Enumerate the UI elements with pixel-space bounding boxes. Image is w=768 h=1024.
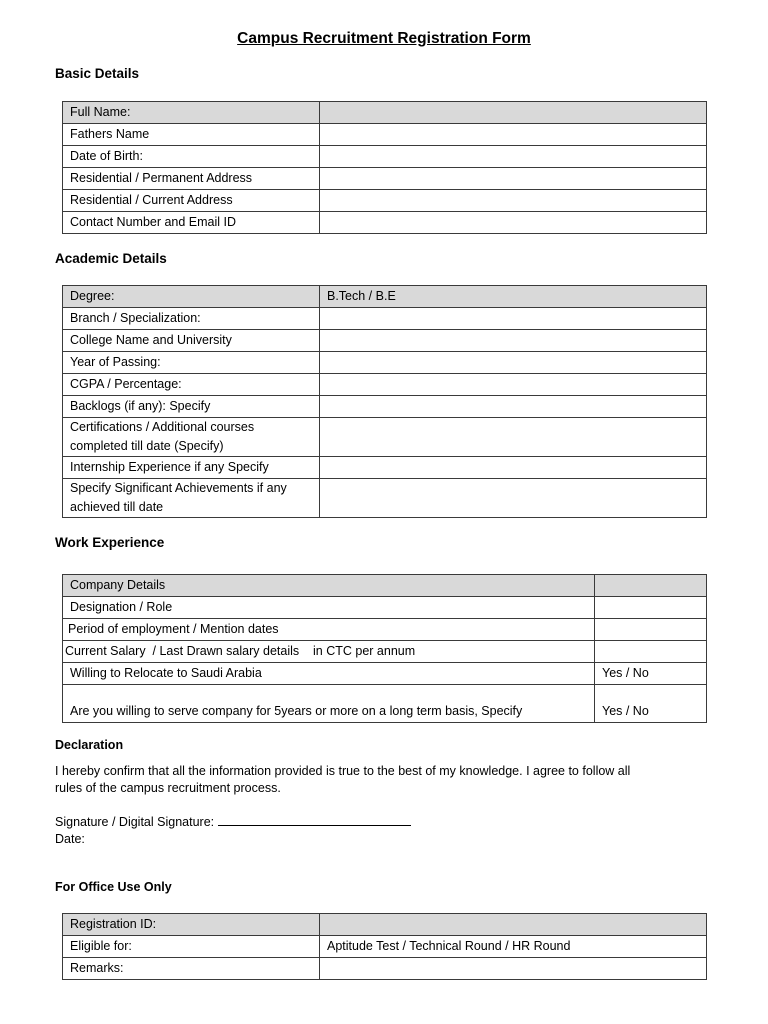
field-label-backlogs: Backlogs (if any): Specify <box>63 396 320 418</box>
field-value-period-of-employment[interactable] <box>595 619 707 641</box>
field-label-registration-id: Registration ID: <box>63 914 320 936</box>
field-value-registration-id[interactable] <box>320 914 707 936</box>
field-value-long-term[interactable]: Yes / No <box>595 685 707 723</box>
table-row <box>63 330 707 352</box>
field-label-company-details: Company Details <box>63 575 595 597</box>
table-row <box>63 168 707 190</box>
field-value-year-of-passing[interactable] <box>320 352 707 374</box>
field-label-year-of-passing: Year of Passing: <box>63 352 320 374</box>
table-row <box>63 936 707 958</box>
form-title: Campus Recruitment Registration Form <box>237 30 531 47</box>
basic-details-table <box>62 101 707 234</box>
field-value-eligible-for[interactable]: Aptitude Test / Technical Round / HR Round <box>320 936 707 958</box>
table-row <box>63 479 707 518</box>
field-value-cgpa[interactable] <box>320 374 707 396</box>
field-value-designation[interactable] <box>595 597 707 619</box>
field-label-degree: Degree: <box>63 286 320 308</box>
field-label-relocate: Willing to Relocate to Saudi Arabia <box>63 663 595 685</box>
field-value-college[interactable] <box>320 330 707 352</box>
field-label-internship: Internship Experience if any Specify <box>63 457 320 479</box>
table-row <box>63 124 707 146</box>
section-heading-work: Work Experience <box>55 535 165 550</box>
field-label-fathers-name: Fathers Name <box>63 124 320 146</box>
declaration-text-line2: rules of the campus recruitment process. <box>55 781 281 795</box>
field-label-certifications: Certifications / Additional courses completed till date (Specify) <box>63 418 320 457</box>
section-heading-office: For Office Use Only <box>55 880 172 894</box>
field-value-permanent-address[interactable] <box>320 168 707 190</box>
field-label-period-of-employment: Period of employment / Mention dates <box>63 619 595 641</box>
field-value-internship[interactable] <box>320 457 707 479</box>
date-label: Date: <box>55 832 85 846</box>
field-value-remarks[interactable] <box>320 958 707 980</box>
table-row <box>63 914 707 936</box>
field-label-branch: Branch / Specialization: <box>63 308 320 330</box>
signature-label: Signature / Digital Signature: <box>55 815 215 829</box>
field-value-branch[interactable] <box>320 308 707 330</box>
table-row <box>63 212 707 234</box>
office-use-table <box>62 913 707 980</box>
table-row <box>63 457 707 479</box>
field-label-permanent-address: Residential / Permanent Address <box>63 168 320 190</box>
field-label-cgpa: CGPA / Percentage: <box>63 374 320 396</box>
signature-line[interactable] <box>218 814 411 826</box>
field-label-achievements: Specify Significant Achievements if any achieved till date <box>63 479 320 518</box>
field-value-full-name[interactable] <box>320 102 707 124</box>
table-row <box>63 286 707 308</box>
field-value-date-of-birth[interactable] <box>320 146 707 168</box>
table-row <box>63 374 707 396</box>
academic-details-table <box>62 285 707 518</box>
field-label-date-of-birth: Date of Birth: <box>63 146 320 168</box>
field-label-full-name: Full Name: <box>63 102 320 124</box>
table-row <box>63 146 707 168</box>
table-row <box>63 396 707 418</box>
work-experience-table <box>62 574 707 723</box>
field-value-fathers-name[interactable] <box>320 124 707 146</box>
section-heading-basic: Basic Details <box>55 66 140 81</box>
field-label-eligible-for: Eligible for: <box>63 936 320 958</box>
table-row <box>63 102 707 124</box>
section-heading-academic: Academic Details <box>55 251 167 266</box>
field-label-long-term: Are you willing to serve company for 5years or more on a long term basis, Specify <box>63 685 595 723</box>
table-row <box>63 575 707 597</box>
table-row <box>63 685 707 723</box>
table-row <box>63 308 707 330</box>
table-row <box>63 958 707 980</box>
table-row <box>63 418 707 457</box>
section-heading-declaration: Declaration <box>55 738 124 752</box>
table-row <box>63 619 707 641</box>
signature-row <box>55 814 411 831</box>
field-value-current-address[interactable] <box>320 190 707 212</box>
table-row <box>63 190 707 212</box>
declaration-text-line1: I hereby confirm that all the information provided is true to the best of my knowledge. I agree to follow all <box>55 764 631 778</box>
table-row <box>63 597 707 619</box>
field-value-contact[interactable] <box>320 212 707 234</box>
field-value-achievements[interactable] <box>320 479 707 518</box>
field-label-remarks: Remarks: <box>63 958 320 980</box>
field-label-current-salary: Current Salary / Last Drawn salary details in CTC per annum <box>63 641 595 663</box>
field-value-certifications[interactable] <box>320 418 707 457</box>
field-value-degree[interactable]: B.Tech / B.E <box>320 286 707 308</box>
field-label-college: College Name and University <box>63 330 320 352</box>
field-label-designation: Designation / Role <box>63 597 595 619</box>
table-row <box>63 352 707 374</box>
field-value-backlogs[interactable] <box>320 396 707 418</box>
table-row <box>63 641 707 663</box>
field-label-current-address: Residential / Current Address <box>63 190 320 212</box>
field-value-relocate[interactable]: Yes / No <box>595 663 707 685</box>
table-row <box>63 663 707 685</box>
field-value-current-salary[interactable] <box>595 641 707 663</box>
field-label-contact: Contact Number and Email ID <box>63 212 320 234</box>
field-value-company-details[interactable] <box>595 575 707 597</box>
